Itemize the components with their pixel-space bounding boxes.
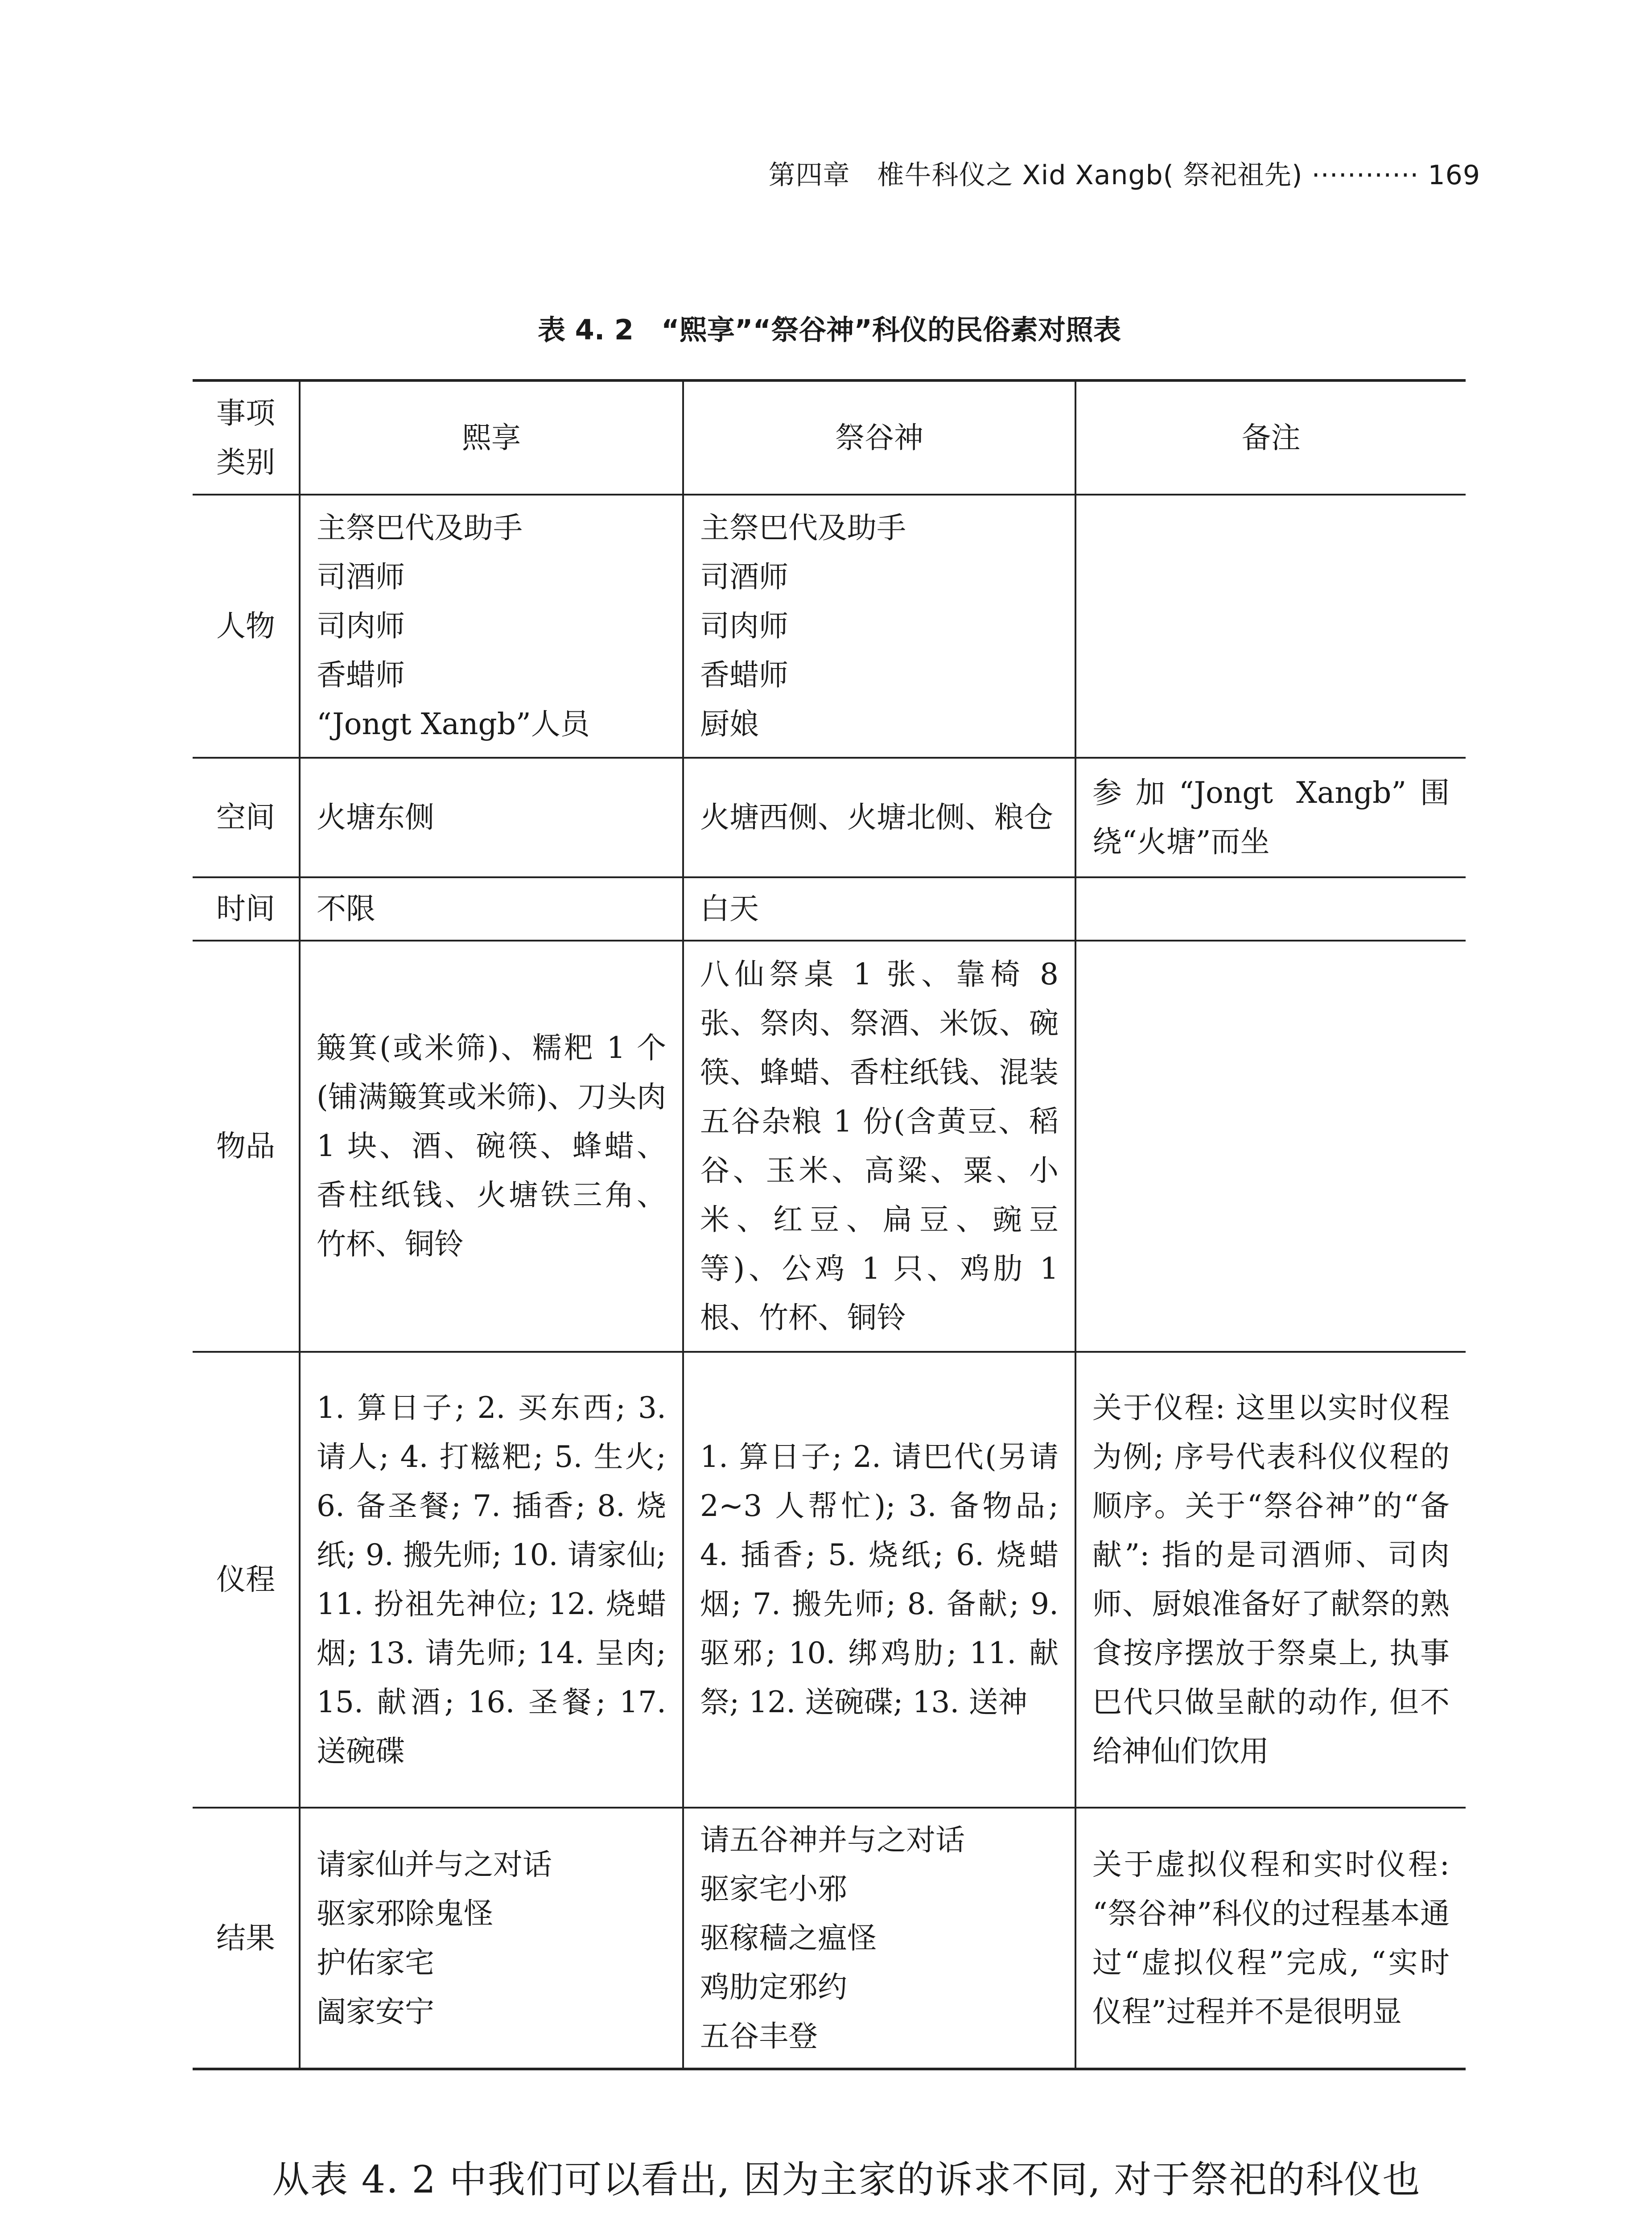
list-item: 护佑家宅 — [317, 1945, 434, 1980]
comparison-table — [193, 379, 1466, 2070]
table-row-items — [193, 941, 1466, 1352]
table-row-procedure — [193, 1352, 1466, 1808]
list-item: 驱家邪除鬼怪 — [317, 1896, 493, 1931]
list-item: 司肉师 — [317, 609, 405, 643]
running-title: 第四章 椎牛科仪之 Xid Xangb( 祭祀祖先) — [768, 160, 1303, 191]
cell-jigushen: 八仙祭桌 1 张、靠椅 8 张、祭肉、祭酒、米饭、碗筷、蜂蜡、香柱纸钱、混装五谷杂粮 1 份(含黄豆、稻谷、玉米、高粱、粟、小米、红豆、扁豆、豌豆等)、公鸡 1 只、鸡肋 1 根、竹杯、铜铃 — [683, 941, 1075, 1352]
dot-leader: ············ — [1311, 160, 1419, 191]
cell-jigushen: 白天 — [683, 877, 1075, 941]
running-header — [669, 154, 1480, 192]
cell-notes: 参加“Jongt Xangb”围绕“火塘”而坐 — [1075, 758, 1466, 877]
list-item: 香蜡师 — [317, 658, 405, 692]
list-item: 主祭巴代及助手 — [317, 511, 523, 545]
list-item: 驱家宅小邪 — [700, 1871, 847, 1906]
column-header-notes: 备注 — [1075, 380, 1466, 495]
page-number: 169 — [1428, 160, 1480, 191]
table-caption: 表 4. 2 “熙享”“祭谷神”科仪的民俗素对照表 — [538, 314, 1121, 346]
list-item: 阖家安宁 — [317, 1994, 434, 2029]
cell-notes: 关于虚拟仪程和实时仪程: “祭谷神”科仪的过程基本通过“虚拟仪程”完成, “实时仪程”过程并不是很明显 — [1075, 1808, 1466, 2069]
list-item: 请家仙并与之对话 — [317, 1847, 552, 1882]
cell-notes — [1075, 495, 1466, 758]
cell-notes — [1075, 941, 1466, 1352]
cell-jigushen: 1. 算日子; 2. 请巴代(另请2~3 人帮忙); 3. 备物品; 4. 插香; 5. 烧纸; 6. 烧蜡烟; 7. 搬先师; 8. 备献; 9. 驱邪; 10. 绑鸡肋; 11. 献祭; 12. 送碗碟; 13. 送神 — [683, 1352, 1075, 1808]
column-header-xixiang: 熙享 — [300, 380, 683, 495]
column-header-jigushen: 祭谷神 — [683, 380, 1075, 495]
body-paragraph: 从表 4. 2 中我们可以看出, 因为主家的诉求不同, 对于祭祀的科仪也 — [272, 2158, 1421, 2201]
row-label: 仪程 — [193, 1352, 300, 1808]
list-item: 香蜡师 — [700, 658, 788, 692]
list-item: 厨娘 — [700, 707, 759, 741]
row-label: 物品 — [193, 941, 300, 1352]
row-label: 结果 — [193, 1808, 300, 2069]
table-row-result — [193, 1808, 1466, 2069]
cell-xixiang: 不限 — [300, 877, 683, 941]
corner-header-line1: 事项 — [216, 396, 275, 430]
list-item: “Jongt Xangb”人员 — [317, 707, 590, 741]
list-item: 司酒师 — [317, 560, 405, 594]
cell-xixiang — [300, 1808, 683, 2069]
corner-header — [193, 380, 300, 495]
cell-xixiang — [300, 495, 683, 758]
list-item: 五谷丰登 — [700, 2019, 818, 2053]
table-header-row — [193, 380, 1466, 495]
row-label: 时间 — [193, 877, 300, 941]
corner-header-line2: 类别 — [216, 445, 275, 479]
list-item: 司酒师 — [700, 560, 788, 594]
list-item: 鸡肋定邪约 — [700, 1970, 847, 2004]
row-label: 空间 — [193, 758, 300, 877]
list-item: 请五谷神并与之对话 — [700, 1822, 965, 1857]
list-item: 驱稼穑之瘟怪 — [700, 1920, 877, 1955]
cell-xixiang: 簸箕(或米筛)、糯粑 1 个(铺满簸箕或米筛)、刀头肉 1 块、酒、碗筷、蜂蜡、香柱纸钱、火塘铁三角、竹杯、铜铃 — [300, 941, 683, 1352]
row-label: 人物 — [193, 495, 300, 758]
cell-jigushen — [683, 495, 1075, 758]
cell-notes: 关于仪程: 这里以实时仪程为例; 序号代表科仪仪程的顺序。关于“祭谷神”的“备献”: 指的是司酒师、司肉师、厨娘准备好了献祭的熟食按序摆放于祭桌上, 执事巴代只做呈献的动作, 但不给神仙们饮用 — [1075, 1352, 1466, 1808]
cell-xixiang: 火塘东侧 — [300, 758, 683, 877]
cell-xixiang: 1. 算日子; 2. 买东西; 3. 请人; 4. 打糍粑; 5. 生火; 6. 备圣餐; 7. 插香; 8. 烧纸; 9. 搬先师; 10. 请家仙; 11. 扮祖先神位; 12. 烧蜡烟; 13. 请先师; 14. 呈肉; 15. 献酒; 16. 圣餐; 17. 送碗碟 — [300, 1352, 683, 1808]
cell-notes — [1075, 877, 1466, 941]
list-item: 主祭巴代及助手 — [700, 511, 906, 545]
table-row-time — [193, 877, 1466, 941]
cell-jigushen — [683, 1808, 1075, 2069]
table-row-space — [193, 758, 1466, 877]
table-row-people — [193, 495, 1466, 758]
list-item: 司肉师 — [700, 609, 788, 643]
cell-jigushen: 火塘西侧、火塘北侧、粮仓 — [683, 758, 1075, 877]
